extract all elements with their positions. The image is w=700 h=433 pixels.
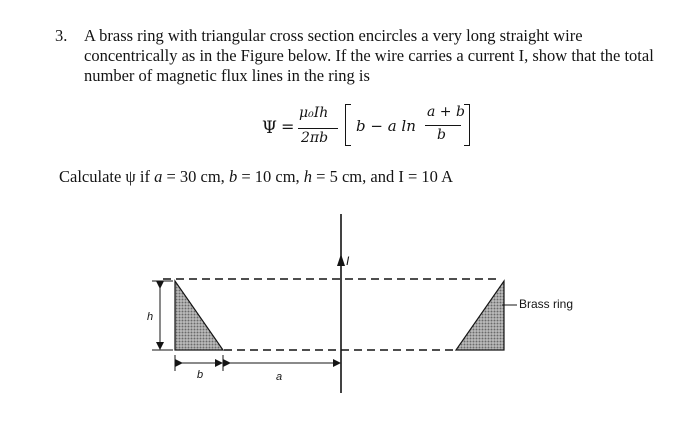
calc-b-value: = 10 cm, — [237, 167, 304, 186]
formula-denominator: 2πb — [301, 130, 329, 146]
problem-line-3: number of magnetic flux lines in the ring is — [84, 66, 370, 85]
formula-equals: = — [281, 117, 295, 136]
h-label: h — [147, 311, 154, 323]
calc-b-var: b — [228, 167, 238, 186]
formula-inner-denominator: b — [437, 127, 446, 143]
a-label: a — [276, 371, 283, 383]
calc-lead: Calculate ψ if — [59, 167, 155, 186]
formula-lhs: Ψ — [262, 118, 277, 138]
formula-inner-numerator: a + b — [427, 104, 465, 120]
current-arrow — [337, 254, 345, 266]
right-ring-section — [456, 281, 504, 350]
problem-line-2: concentrically as in the Figure below. If the wire carries a current I, show that the total — [84, 46, 654, 65]
ring-label: Brass ring — [519, 297, 574, 311]
calc-a-var: a — [154, 167, 163, 186]
problem-number: 3. — [55, 26, 68, 45]
current-label: I — [346, 254, 350, 268]
b-label: b — [197, 369, 204, 381]
formula-numerator: μ₀Ih — [299, 105, 329, 121]
problem-line-1: A brass ring with triangular cross section encircles a very long straight wire — [84, 26, 583, 45]
formula-bracket-main: b − a ln — [356, 117, 416, 135]
calc-h-value: = 5 cm, and I = 10 A — [312, 167, 453, 186]
calc-h-var: h — [303, 167, 313, 186]
calc-a-value: = 30 cm, — [162, 167, 229, 186]
left-ring-section — [175, 281, 223, 350]
